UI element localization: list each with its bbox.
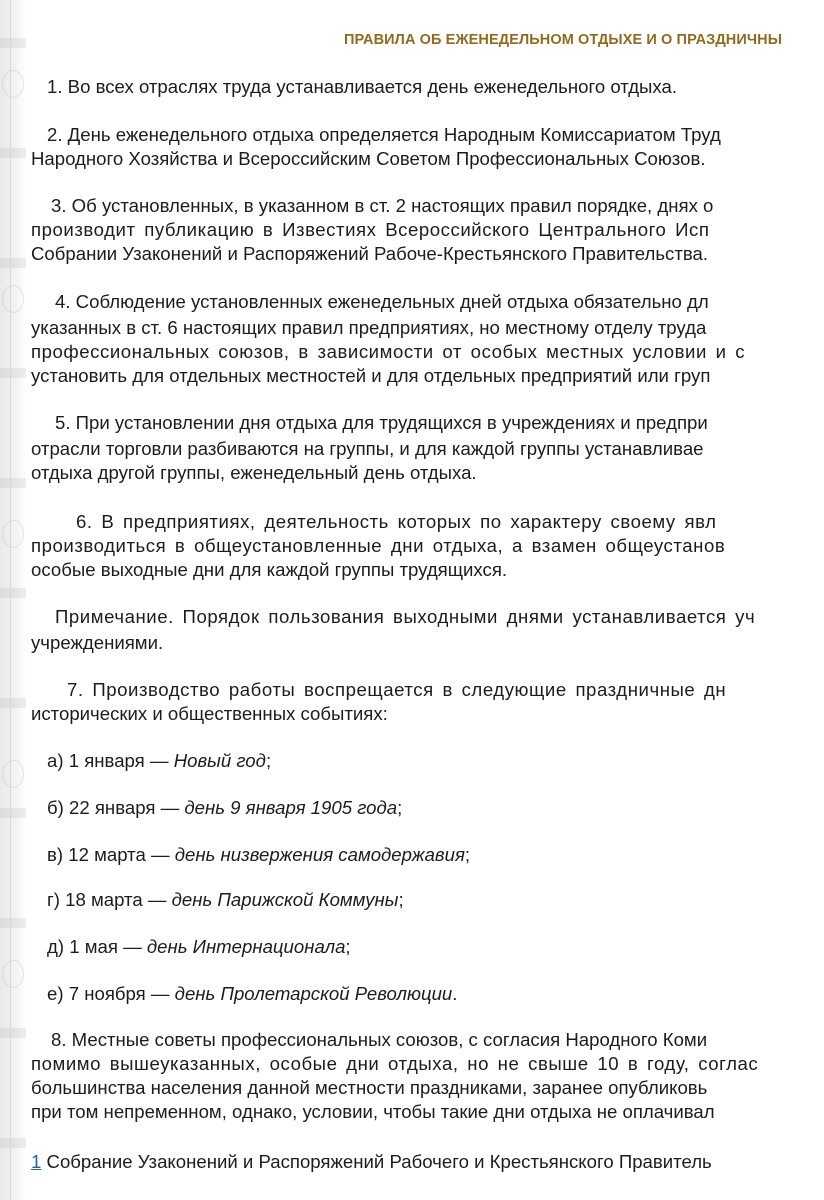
- holiday-name: день 9 января 1905 года: [184, 797, 398, 818]
- article-5-line-1: 5. При установлении дня отдыха для трудящихся в учреждениях и предпри: [55, 412, 708, 433]
- footnote: [31, 1150, 712, 1174]
- holiday-name: день Интернационала: [146, 936, 346, 957]
- article-3-line-3: Собрании Узаконений и Распоряжений Рабоче-Крестьянского Правительства.: [31, 243, 709, 264]
- article-8-line-3: большинства населения данной местности праздниками, заранее опубликовь: [31, 1077, 708, 1098]
- article-4-line-1: 4. Соблюдение установленных еженедельных дней отдыха обязательно дл: [55, 291, 709, 312]
- holiday-name: Новый год: [173, 750, 266, 771]
- article-6-line-3: особые выходные дни для каждой группы трудящихся.: [31, 559, 508, 580]
- note-line-2: учреждениями.: [31, 632, 164, 653]
- article-2-line-2: Народного Хозяйства и Всероссийским Советом Профессиональных Союзов.: [31, 148, 706, 169]
- holiday-item: д) 1 мая — день Интернационала;: [47, 936, 351, 957]
- document-header: ПРАВИЛА ОБ ЕЖЕНЕДЕЛЬНОМ ОТДЫХЕ И О ПРАЗДНИЧНЫ: [344, 32, 783, 48]
- article-6-line-2: производиться в общеустановленные дни отдыха, а взамен общеустанов: [31, 535, 726, 556]
- article-4-line-2: указанных в ст. 6 настоящих правил предприятиях, но местному отделу труда: [31, 317, 707, 338]
- footnote-marker-link[interactable]: 1: [31, 1151, 42, 1172]
- article-6-line-1: 6. В предприятиях, деятельность которых по характеру своему явл: [76, 511, 717, 532]
- article-4-line-3: профессиональных союзов, в зависимости от особых местных условии и с: [31, 341, 746, 362]
- holiday-item: б) 22 января — день 9 января 1905 года;: [47, 797, 403, 818]
- article-2-line-1: 2. День еженедельного отдыха определяется Народным Комиссариатом Труд: [47, 124, 721, 145]
- article-8-line-1: 8. Местные советы профессиональных союзов, с согласия Народного Коми: [51, 1029, 708, 1050]
- holiday-item: а) 1 января — Новый год;: [47, 750, 272, 771]
- holiday-name: день низвержения самодержавия: [174, 844, 465, 865]
- article-8-line-2: помимо вышеуказанных, особые дни отдыха, но не свыше 10 в году, соглас: [31, 1053, 759, 1074]
- article-1-line: 1. Во всех отраслях труда устанавливается день еженедельного отдыха.: [47, 76, 677, 97]
- article-7-line-2: исторических и общественных событиях:: [31, 703, 388, 724]
- note-line-1: Примечание. Порядок пользования выходными днями устанавливается уч: [55, 606, 756, 627]
- article-8-line-4: при том непременном, однако, условии, чтобы такие дни отдыха не оплачивал: [31, 1101, 715, 1122]
- article-5-line-3: отдыха другой группы, еженедельный день отдыха.: [31, 462, 477, 483]
- footnote-text: Собрание Узаконений и Распоряжений Рабочего и Крестьянского Правитель: [41, 1151, 712, 1172]
- article-1: [47, 75, 677, 99]
- article-3-line-1: 3. Об установленных, в указанном в ст. 2 настоящих правил порядке, днях о: [51, 195, 714, 216]
- article-4-line-4: установить для отдельных местностей и для отдельных предприятий или груп: [31, 365, 711, 386]
- holiday-name: день Пролетарской Революции: [174, 983, 453, 1004]
- holiday-item: г) 18 марта — день Парижской Коммуны;: [47, 889, 404, 910]
- article-5-line-2: отрасли торговли разбиваются на группы, и для каждой группы устанавливае: [31, 438, 704, 459]
- holiday-item: е) 7 ноября — день Пролетарской Революции.: [47, 983, 458, 1004]
- article-3-line-2: производит публикацию в Известиях Всероссийского Центрального Исп: [31, 219, 710, 240]
- article-7-line-1: 7. Производство работы воспрещается в следующие праздничные дн: [67, 679, 727, 700]
- holiday-item: в) 12 марта — день низвержения самодержавия;: [47, 844, 471, 865]
- holiday-name: день Парижской Коммуны: [171, 889, 399, 910]
